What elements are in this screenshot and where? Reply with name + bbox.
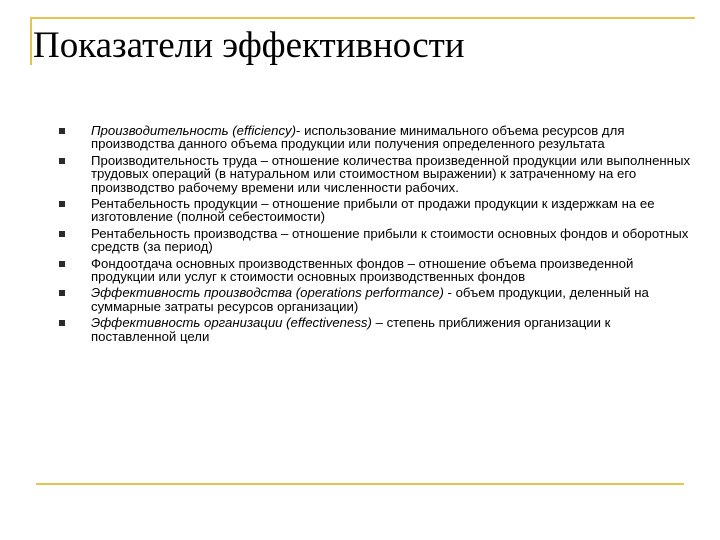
square-bullet-icon (59, 231, 65, 237)
square-bullet-icon (59, 158, 65, 164)
list-item (59, 286, 699, 313)
item-text: Рентабельность производства – отношение прибыли к стоимости основных фондов и оборотных средств (за период) (91, 225, 689, 255)
item-text: – степень приближения организации к поставленной цели (91, 315, 611, 344)
item-term: Производительность (efficiency) (91, 123, 297, 138)
list-item (59, 124, 699, 151)
item-text: - объем продукции, деленный на суммарные затраты ресурсов организации) (91, 285, 649, 314)
list-item (59, 316, 699, 343)
square-bullet-icon (59, 261, 65, 267)
square-bullet-icon (59, 201, 65, 207)
square-bullet-icon (59, 290, 65, 296)
item-text: - использование минимального объема ресурсов для производства данного объема продукции или получения определенного результата (91, 123, 625, 152)
list-item (59, 197, 699, 224)
left-border-line (30, 17, 32, 65)
bottom-border-line (36, 483, 684, 485)
square-bullet-icon (59, 320, 65, 326)
item-text: Производительность труда – отношение количества произведенной продукции или выполненных трудовых операций (в натуральном или стоимостном выражении) к затраченному на его производство рабочему времени или численности рабочих. (91, 152, 691, 195)
item-term: Эффективность производства (operations performance) (91, 285, 444, 301)
square-bullet-icon (59, 128, 65, 134)
item-term: Эффективность организации (effectiveness) (91, 315, 372, 331)
item-text: Фондоотдача основных производственных фондов – отношение объема произведенной продукции или услуг к стоимости основных производственных фондов (91, 255, 634, 285)
list-item (59, 154, 699, 194)
list-item (59, 257, 699, 284)
slide-title: Показатели эффективности (33, 25, 465, 66)
list-item (59, 227, 699, 254)
bullet-list (59, 124, 699, 346)
top-border-line (30, 17, 695, 19)
item-text: Рентабельность продукции – отношение прибыли от продажи продукции к издержкам на ее изготовление (полной себестоимости) (91, 196, 655, 225)
